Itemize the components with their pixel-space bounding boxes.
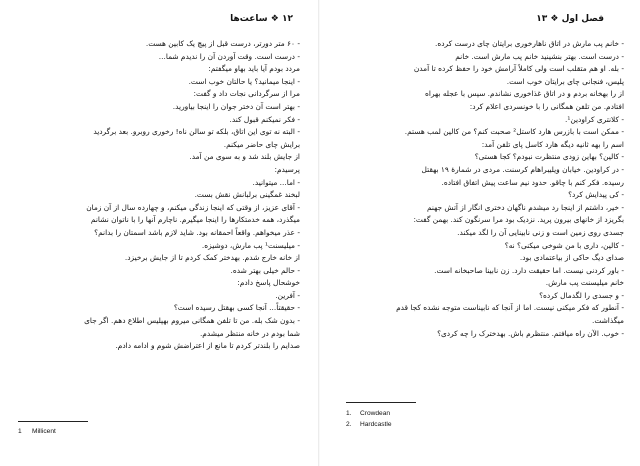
text-line: - آنطور که فکر میکنی نیست. اما از آنجا که نابیناست متوجه نشده کجا قدم xyxy=(396,303,624,313)
text-line: از خانه خارج شدم. بهدختر کمک کردم تا از جایش برخیزد. xyxy=(124,253,300,263)
text-line: - درست است. بهتر بنشینید خانم پب مارش است. خانم xyxy=(455,51,624,61)
text-line: - خوب. الآن راه میافتم. منتظرم باش. بهدخترک را چه کردی؟ xyxy=(437,328,624,338)
right-page xyxy=(320,0,640,466)
text-line: - اینجا میمانید؟ یا حالتان خوب است. xyxy=(188,76,300,86)
footnote-text: Hardcastle xyxy=(360,421,392,428)
page-header: ۱۲ ❖ ساعت‌ها xyxy=(230,14,293,24)
text-line: - فکر نمیکنم قبول کند. xyxy=(229,114,300,124)
text-line: - خیر، داشتم از اینجا رد میشدم ناگهان دختری انگار از آتش جهنم xyxy=(426,202,624,212)
text-line: پرسیدم: xyxy=(274,164,300,174)
text-line: - باور کردنی نیست. اما حقیقت دارد. زن نابینا صاحبخانه است. xyxy=(434,265,624,275)
text-line: برایش چای حاضر میکنم. xyxy=(223,139,300,149)
text-line: میگذاشت. xyxy=(591,316,624,326)
text-line: - کالین؟ بهاین زودی منتظرت نبودم؟ کجا هستی؟ xyxy=(474,152,624,162)
text-line: - کالین، داری با من شوخی میکنی؟ نه؟ xyxy=(504,240,624,250)
text-line: - در کراودین. خیابان ویلیبراهام کرسنت. مردی در شمارهٔ ۱۹ بهقتل xyxy=(421,164,624,174)
text-line: - ۶۰ متر دورتر، درست قبل از پیچ یک کابین هست. xyxy=(145,39,300,48)
text-line: بگریزد از خانهای بیرون پرید. نزدیک بود مرا سرنگون کند. بهمن گفت: xyxy=(413,215,624,225)
footnote-text: Crowdean xyxy=(360,410,391,417)
text-line: - اما... میتوانید. xyxy=(252,177,300,187)
text-line: - ممکن است با بازرس هارد کاستل² صحبت کنم؟ من کالین لمب هستم. xyxy=(404,127,624,137)
footnote-number: 2. xyxy=(346,421,352,428)
footnote xyxy=(18,426,56,437)
text-line: - حالم خیلی بهتر شده. xyxy=(230,265,300,275)
text-line: لبخند غمگینی برلبانش نقش بست. xyxy=(194,190,300,200)
footnote-rule xyxy=(346,402,416,403)
footnote-number: 1. xyxy=(346,410,352,417)
body-text xyxy=(346,38,624,340)
text-line: مرا از سرگردانی نجات داد و گفت: xyxy=(193,89,300,99)
text-line: خوشحال پاسخ دادم: xyxy=(237,278,300,288)
text-line: - بدون شک بله. من تا تلفن همگانی میروم بهپلیس اطلاع دهم. اگر جای xyxy=(84,316,300,326)
text-line: - عذر میخواهم. واقعاً احمقانه بود. شاید لازم باشد اسمتان را بدانم؟ xyxy=(94,227,300,237)
text-line: صدای دیگ حاکی از بیاعتمادی بود. xyxy=(519,253,624,263)
text-line: مردد بودم آیا باید بهاو میگفتم: xyxy=(208,64,300,74)
footnote xyxy=(346,408,392,419)
footnotes xyxy=(18,426,56,437)
text-line: - البته نه توی این اتاق، بلکه تو سالن ناه! رخوری روبرو. بعد برگردید xyxy=(93,127,300,137)
text-line: - بهتر است آن دختر جوان را اینجا بیاورید. xyxy=(172,101,300,111)
text-line: از را بهخانه بردم و در اتاق غذاخوری نشاندم. سپس با عجله بهراه xyxy=(425,89,624,99)
page-header: فصل اول ❖ ۱۳ xyxy=(536,14,604,24)
footnote-number: 1 xyxy=(18,428,22,435)
text-line: پلیس، فنجانی چای برایتان خوب است. xyxy=(506,76,624,86)
footnotes xyxy=(346,408,392,430)
text-line: - خانم پب مارش در اتاق ناهارخوری برایتان چای درست کرده. xyxy=(435,39,624,48)
text-line: - آفرین. xyxy=(275,290,300,300)
text-line: رسیده. فکر کنم با چاقو. حدود نیم ساعت پیش اتفاق افتاده. xyxy=(441,177,624,187)
text-line: شما بودم در خانه منتظر میشدم. xyxy=(199,328,300,338)
text-line: - آقای عزیز، از وقتی که اینجا زندگی میکنم، و چهارده سال از آن زمان xyxy=(86,202,300,212)
footnote xyxy=(346,419,392,430)
text-line: افتادم. من تلفن همگانی را با خونسردی اعلام کرد: xyxy=(469,101,624,111)
text-line: - کلانتری کراودین¹. xyxy=(565,114,624,124)
footnote-rule xyxy=(18,421,88,422)
text-line: صدایم را بلندتر کردم تا مانع از اعتراضش شوم و ادامه دادم. xyxy=(115,341,300,351)
text-line: خانم میلیسنت پب مارش. xyxy=(545,278,624,288)
text-line: میگذرد، همه خدمتکارها را اینجا میگیرم. ناچارم آنها را با ناتوان نشانم xyxy=(90,215,300,225)
text-line: - درست است. وقت آوردن آن را ندیدم شما... xyxy=(158,51,300,61)
text-line: جسدی روی زمین است و زنی نابینایی آن را لگد میکند. xyxy=(457,227,624,237)
footnote-text: Millicent xyxy=(32,428,56,435)
text-line: از جایش بلند شد و به سوی من آمد. xyxy=(189,152,300,162)
text-line: اسم را بهه ثانیه دیگه هارد کاسل پای تلفن آمد: xyxy=(481,139,624,149)
body-text xyxy=(18,38,300,353)
text-line: - بله. او هم متقلب است ولی کاملاً آرامش خود را حفظ کرده تا آمدن xyxy=(413,64,624,74)
text-line: - میلیسنت¹ پب مارش، دوشیزه. xyxy=(201,240,300,250)
text-line: - حقیقتاً... آنجا کسی بهقتل رسیده است؟ xyxy=(173,303,300,313)
text-line: - کی پیدایش کرد؟ xyxy=(568,190,624,200)
text-line: - و جسدی را لگدمال کرده؟ xyxy=(539,290,624,300)
